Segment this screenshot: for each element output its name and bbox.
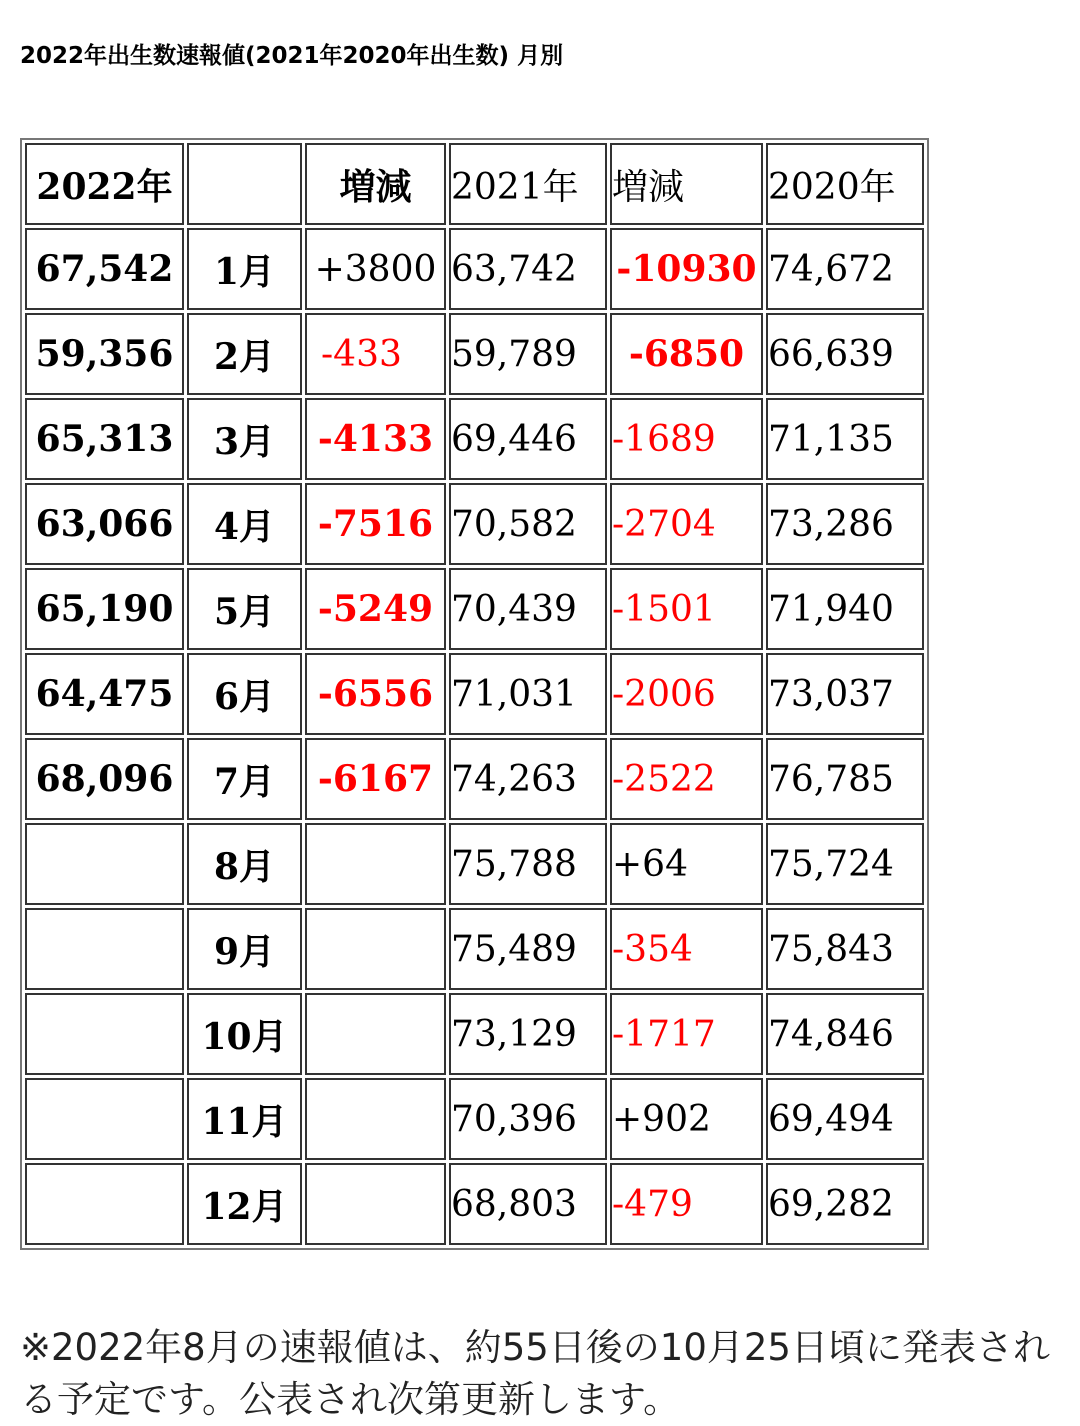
cell-2022 [25,1078,184,1160]
page-title: 2022年出生数速報値(2021年2020年出生数) 月別 [20,43,564,69]
cell-2021: 63,742 [449,228,607,310]
cell-month: 4月 [187,483,302,565]
cell-change-2021: +902 [610,1078,763,1160]
cell-2021: 73,129 [449,993,607,1075]
cell-change-2022: -7516 [305,483,446,565]
cell-month: 12月 [187,1163,302,1245]
cell-change-2021: -1501 [610,568,763,650]
cell-2021: 74,263 [449,738,607,820]
cell-2020: 73,037 [766,653,924,735]
cell-month: 11月 [187,1078,302,1160]
cell-2020: 71,135 [766,398,924,480]
cell-2021: 71,031 [449,653,607,735]
table-row [25,823,924,905]
cell-change-2021: +64 [610,823,763,905]
cell-2020: 69,282 [766,1163,924,1245]
cell-2021: 70,439 [449,568,607,650]
cell-change-2021: -10930 [610,228,763,310]
cell-month: 6月 [187,653,302,735]
cell-month: 1月 [187,228,302,310]
table-row [25,1078,924,1160]
cell-change-2021: -6850 [610,313,763,395]
cell-month: 2月 [187,313,302,395]
cell-2022: 65,313 [25,398,184,480]
table-row [25,398,924,480]
cell-change-2022: -6167 [305,738,446,820]
cell-change-2021: -2522 [610,738,763,820]
cell-change-2022: -433 [305,313,446,395]
cell-2020: 74,672 [766,228,924,310]
header-2021: 2021年 [449,143,607,225]
cell-2021: 59,789 [449,313,607,395]
cell-2020: 69,494 [766,1078,924,1160]
cell-month: 9月 [187,908,302,990]
table-row [25,483,924,565]
footnote: ※2022年8月の速報値は、約55日後の10月25日頃に発表される予定です。公表され次第更新します。 [20,1326,1050,1421]
table-row [25,993,924,1075]
cell-change-2021: -1717 [610,993,763,1075]
cell-change-2021: -2006 [610,653,763,735]
cell-month: 10月 [187,993,302,1075]
header-month [187,143,302,225]
cell-2022: 59,356 [25,313,184,395]
cell-2020: 73,286 [766,483,924,565]
cell-month: 8月 [187,823,302,905]
cell-change-2022: -4133 [305,398,446,480]
cell-change-2021: -354 [610,908,763,990]
cell-2020: 66,639 [766,313,924,395]
cell-change-2021: -2704 [610,483,763,565]
cell-month: 3月 [187,398,302,480]
cell-2020: 76,785 [766,738,924,820]
header-2020: 2020年 [766,143,924,225]
cell-2021: 75,788 [449,823,607,905]
cell-change-2022 [305,1078,446,1160]
cell-2020: 74,846 [766,993,924,1075]
cell-2022 [25,823,184,905]
births-table [20,138,929,1250]
cell-2021: 75,489 [449,908,607,990]
cell-change-2022 [305,1163,446,1245]
cell-change-2022 [305,908,446,990]
cell-2020: 75,843 [766,908,924,990]
cell-2022: 64,475 [25,653,184,735]
table-row [25,313,924,395]
cell-change-2022 [305,993,446,1075]
table-row [25,568,924,650]
cell-2021: 68,803 [449,1163,607,1245]
table-row [25,738,924,820]
cell-2022: 68,096 [25,738,184,820]
cell-2021: 69,446 [449,398,607,480]
cell-2022: 67,542 [25,228,184,310]
table-header-row [25,143,924,225]
header-2022: 2022年 [25,143,184,225]
table-row [25,1163,924,1245]
cell-month: 5月 [187,568,302,650]
cell-change-2021: -479 [610,1163,763,1245]
cell-change-2021: -1689 [610,398,763,480]
header-change-2021: 増減 [610,143,763,225]
cell-2021: 70,582 [449,483,607,565]
cell-month: 7月 [187,738,302,820]
cell-2022 [25,908,184,990]
cell-2020: 71,940 [766,568,924,650]
cell-change-2022: -6556 [305,653,446,735]
cell-2022: 65,190 [25,568,184,650]
cell-2021: 70,396 [449,1078,607,1160]
cell-change-2022 [305,823,446,905]
cell-change-2022: -5249 [305,568,446,650]
cell-2022 [25,1163,184,1245]
table-row [25,653,924,735]
cell-change-2022: +3800 [305,228,446,310]
cell-2020: 75,724 [766,823,924,905]
table-row [25,908,924,990]
cell-2022: 63,066 [25,483,184,565]
header-change-2022: 増減 [305,143,446,225]
cell-2022 [25,993,184,1075]
table-row [25,228,924,310]
